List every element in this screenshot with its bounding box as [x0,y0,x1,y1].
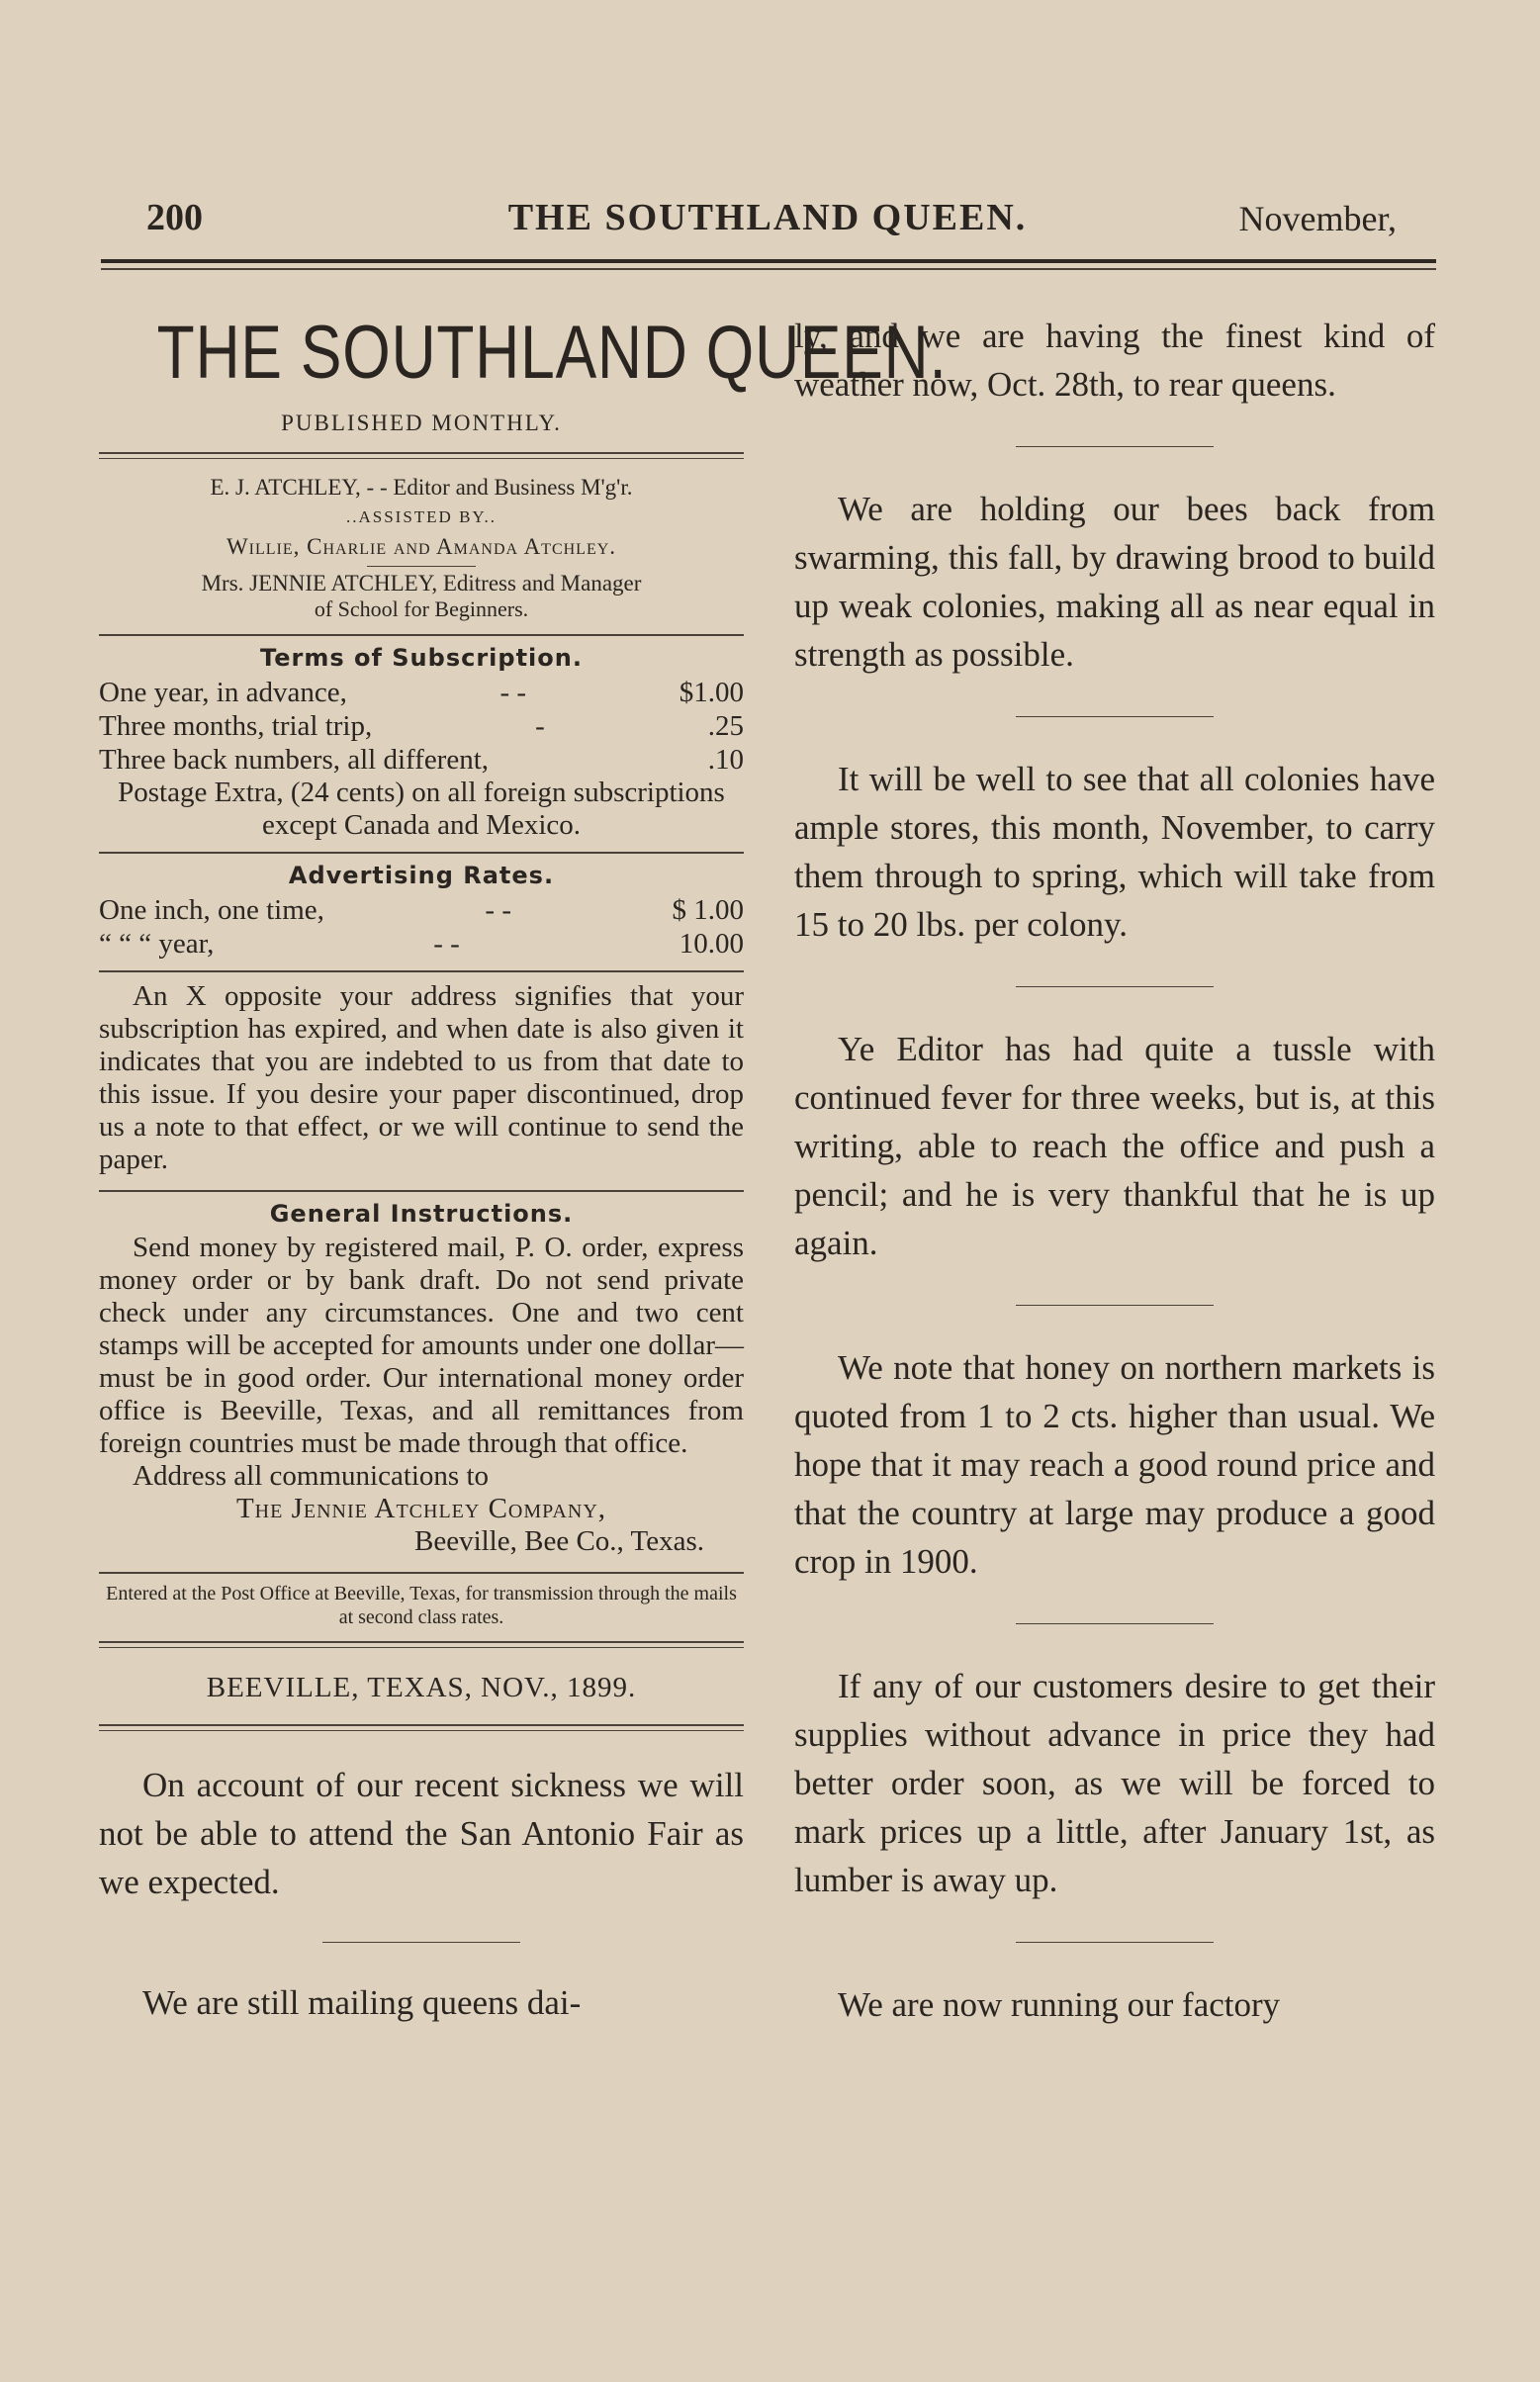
advertising-label: One inch, one time, [99,894,324,926]
article-paragraph [794,755,1435,949]
advertising-heading: Advertising Rates. [288,862,555,889]
editor-line: E. J. ATCHLEY, - - Editor and Business M'g'r. [210,475,633,500]
subscription-price: .25 [707,710,744,742]
paragraph-divider [1016,1623,1214,1624]
instructions-body [99,1232,744,1460]
paragraph-divider [1016,986,1214,987]
advertising-table [99,893,744,961]
editress-line: Mrs. JENNIE ATCHLEY, Editress and Manager [201,571,642,596]
paragraph-text: We are still mailing queens dai- [142,1983,582,2022]
running-title: THE SOUTHLAND QUEEN. [507,197,1028,238]
entered-notice: Entered at the Post Office at Beeville, Texas, for transmission through the mails at second class rates. [106,1583,737,1628]
subscription-rule [99,852,744,854]
advertising-price: $ 1.00 [672,894,744,926]
advertising-price: 10.00 [679,928,744,960]
paragraph-divider [1016,716,1214,717]
advertising-row [99,927,744,961]
subscription-row [99,743,744,777]
article-paragraph [794,1662,1435,1904]
paragraph-text: Ye Editor has had quite a tussle with continued fever for three weeks, but is, at this writing, able to reach the office and push a pencil; and he is very thankful that he is up again. [794,1030,1435,1262]
advertising-label: “ “ “ year, [99,928,215,960]
subscription-table [99,676,744,777]
advertising-dash: - - [485,894,511,926]
subscription-dash: - [535,710,545,742]
article-paragraph [794,485,1435,679]
subscription-heading: Terms of Subscription. [260,644,583,672]
editress-role: of School for Beginners. [314,596,529,621]
company-name: The Jennie Atchley Company, [235,1493,607,1524]
paragraph-text: It will be well to see that all colonies have ample stores, this month, November, to carry them through to spring, which will take from 15 to 20 lbs. per colony. [794,760,1435,944]
dateline: BEEVILLE, TEXAS, NOV., 1899. [206,1672,637,1703]
article-paragraph [794,1980,1435,2029]
running-header [99,196,1436,255]
entered-rule [99,1641,744,1648]
masthead-rule [99,452,744,459]
subscription-label: Three back numbers, all different, [99,744,490,776]
staff-divider [367,566,476,567]
paragraph-text: We note that honey on northern markets is quoted from 1 to 2 cts. higher than usual. We hope that it may reach a good round price and that the country at large may produce a good crop in 1900. [794,1348,1435,1581]
paragraph-divider [1016,1305,1214,1306]
paragraph-divider [1016,1942,1214,1943]
running-month: November, [1238,199,1397,238]
article-paragraph [794,312,1435,409]
dateline-rule [99,1724,744,1731]
subscription-row [99,709,744,743]
subscription-dash: - - [499,677,527,708]
paragraph-text: On account of our recent sickness we will not be able to attend the San Antonio Fair as we expected. [99,1766,744,1901]
published-monthly: PUBLISHED MONTHLY. [281,411,562,435]
advertising-rule [99,970,744,972]
notice-rule [99,1190,744,1192]
subscription-row [99,676,744,709]
expiry-notice [99,980,744,1176]
instructions-rule [99,1572,744,1574]
paragraph-divider [322,1942,520,1943]
page-number: 200 [146,197,203,238]
assistants-line: Willie, Charlie and Amanda Atchley. [226,534,617,559]
instructions-text: Send money by registered mail, P. O. order, express money order or by bank draft. Do not send private check under any circumstances. One and two cent stamps will be accepted for amounts under one dollar—must be in good order. Our international money order office is Beeville, Texas, and all remittances from foreign countries must be made through that office. [99,1232,744,1459]
header-rule-thin [101,268,1436,270]
address-intro-text: Address all communications to [133,1460,490,1492]
address-intro [99,1460,744,1493]
advertising-row [99,893,744,927]
advertising-dash: - - [433,928,460,960]
article-paragraph [794,1343,1435,1586]
left-column [99,311,948,2027]
paragraph-text: ly, and we are having the finest kind of weather now, Oct. 28th, to rear queens. [794,317,1435,404]
paragraph-text: We are now running our factory [838,1985,1281,2024]
header-rule-thick [101,259,1436,263]
instructions-heading: General Instructions. [269,1200,574,1228]
paragraph-divider [1016,446,1214,447]
subscription-price: $1.00 [679,677,744,708]
article-paragraph [99,1761,744,1906]
paragraph-text: We are holding our bees back from swarming, this fall, by drawing brood to build up weak colonies, making all as near equal in strength as possible. [794,490,1435,674]
article-paragraph [794,1025,1435,1267]
staff-rule [99,634,744,636]
right-column [794,312,1435,2029]
masthead-title: THE SOUTHLAND QUEEN. [156,311,948,395]
subscription-label: One year, in advance, [99,677,347,708]
paragraph-text: If any of our customers desire to get their supplies without advance in price they had better order soon, as we will be forced to mark prices up a little, after January 1st, as lumber is away up. [794,1667,1435,1899]
company-location: Beeville, Bee Co., Texas. [413,1525,704,1557]
postage-note: Postage Extra, (24 cents) on all foreign subscriptions except Canada and Mexico. [118,777,725,841]
assisted-by: ..ASSISTED BY.. [345,507,498,526]
subscription-label: Three months, trial trip, [99,710,373,742]
subscription-price: .10 [707,744,744,776]
article-paragraph [99,1978,744,2027]
expiry-notice-text: An X opposite your address signifies that your subscription has expired, and when date is also given it indicates that you are indebted to us from that date to this issue. If you desire your paper discontinued, drop us a note to that effect, or we will continue to send the paper. [99,980,744,1175]
